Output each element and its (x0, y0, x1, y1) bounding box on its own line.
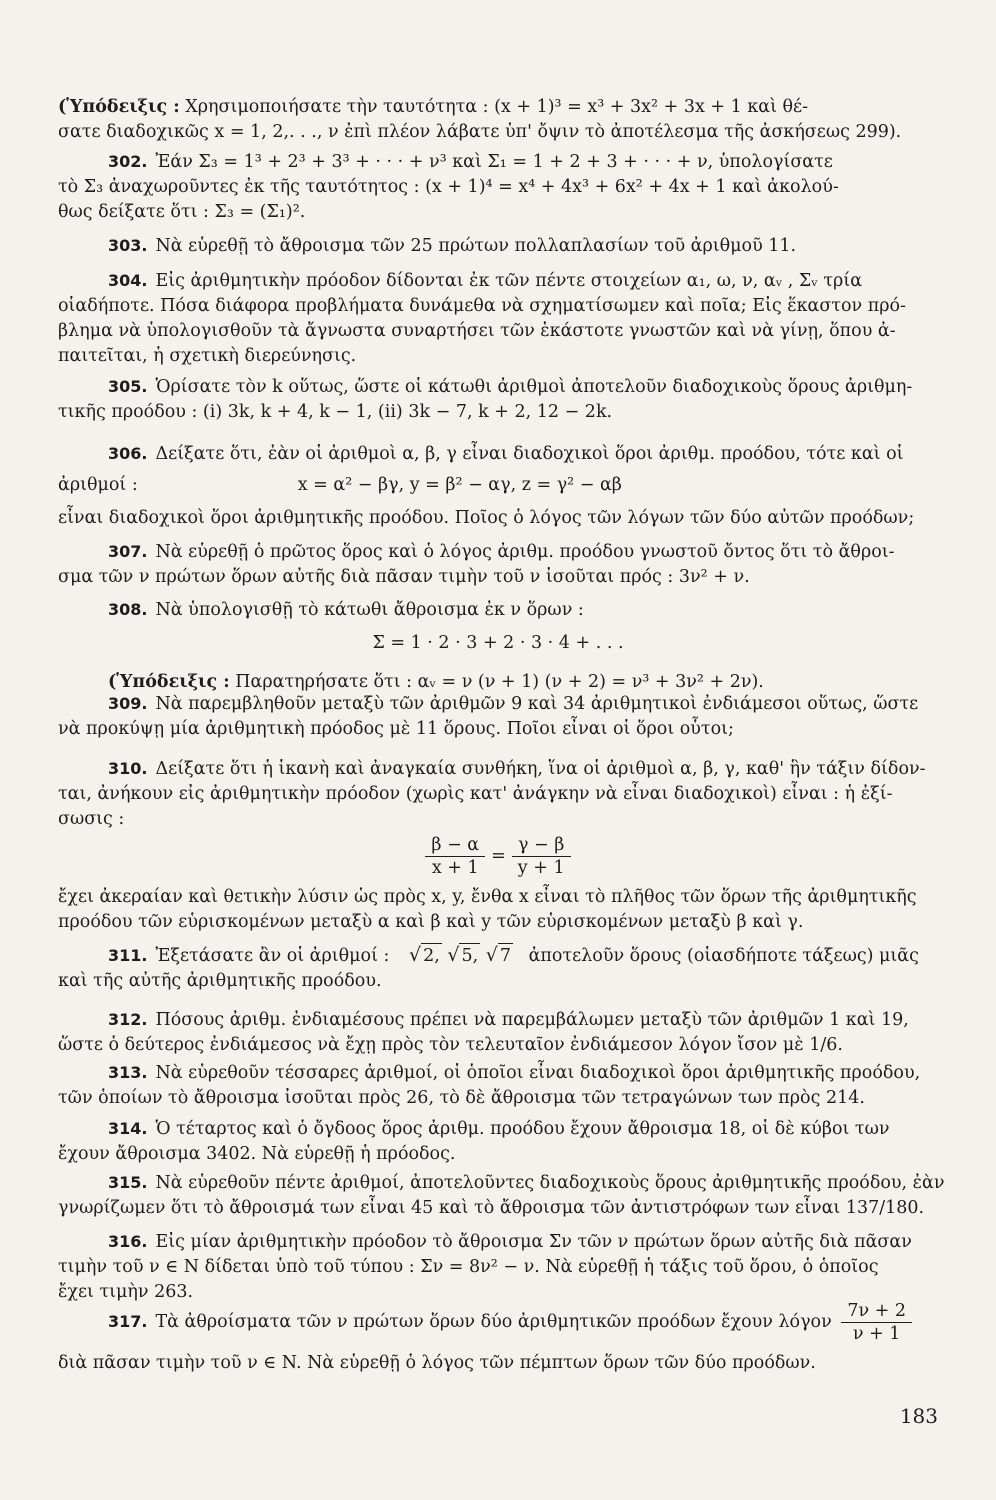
fraction-equation (58, 834, 938, 879)
exercise-text: ἀριθμοί : (58, 475, 138, 495)
exercise-number: 310. (108, 759, 148, 778)
exercise-text: Ὁρίσατε τὸν k οὕτως, ὥστε οἱ κάτωθι ἀριθμοὶ ἀποτελοῦν διαδοχικοὺς ὅρους ἀριθμη- (155, 377, 913, 397)
fraction (425, 834, 485, 879)
exercise-text: Ὁ τέταρτος καὶ ὁ ὄγδοος ὅρος ἀριθμ. προόδου ἔχουν ἄθροισμα 18, οἱ δὲ κύβοι των (155, 1119, 890, 1139)
exercise-text: Δείξατε ὅτι ἡ ἱκανὴ καὶ ἀναγκαία συνθήκη, ἵνα οἱ ἀριθμοὶ α, β, γ, καθ' ἣν τάξιν δίδον- (155, 759, 926, 779)
exercise-text: διὰ πᾶσαν τιμὴν τοῦ ν ∈ N. Νὰ εὑρεθῇ ὁ λόγος τῶν πέμπτων ὅρων τῶν δύο προόδων. (58, 1353, 816, 1373)
hint-299 (58, 95, 938, 145)
fraction (512, 834, 571, 879)
exercise-text: ται, ἀνήκουν εἰς ἀριθμητικὴν πρόοδον (χωρὶς κατ' ἀνάγκην νὰ εἶναι διαδοχικοὶ) εἶναι : ἡ ἐξί- (58, 784, 893, 804)
exercise-number: 302. (108, 152, 148, 171)
exercise-305 (58, 374, 938, 425)
hint-label: (Ὑπόδειξις : (58, 97, 180, 117)
exercise-number: 309. (108, 694, 148, 713)
exercise-316 (58, 1229, 938, 1305)
hint-line: σατε διαδοχικῶς x = 1, 2,. . ., ν ἐπὶ πλέον λάβατε ὑπ' ὄψιν τὸ ἀποτέλεσμα τῆς ἀσκήσεως 299). (58, 122, 902, 142)
exercise-313 (58, 1060, 938, 1111)
exercise-317 (58, 1300, 938, 1376)
square-root: √ 7 (486, 943, 513, 969)
exercise-text: ὥστε ὁ δεύτερος ἐνδιάμεσος νὰ ἔχῃ πρὸς τὸν τελευταῖον ἐνδιάμεσον λόγον ἴσον μὲ 1/6. (58, 1035, 843, 1055)
exercise-308 (58, 597, 938, 695)
square-root: √ 2, (409, 943, 442, 969)
numerator: γ − β (512, 834, 571, 857)
equals-sign: = (491, 846, 506, 866)
exercise-309 (58, 691, 938, 742)
exercise-314 (58, 1116, 938, 1167)
exercise-text: οἱαδήποτε. Πόσα διάφορα προβλήματα δυνάμεθα νὰ σχηματίσωμεν καὶ ποῖα; Εἰς ἕκαστον πρό- (58, 296, 906, 316)
exercise-text: νὰ προκύψῃ μία ἀριθμητικὴ πρόοδος μὲ 11 ὅρους. Ποῖοι εἶναι οἱ ὅροι οὗτοι; (58, 719, 734, 739)
exercise-text: Ἐάν Σ₃ = 1³ + 2³ + 3³ + · · · + ν³ καὶ Σ₁ = 1 + 2 + 3 + · · · + ν, ὑπολογίσατε (155, 152, 833, 172)
exercise-306 (58, 441, 938, 531)
exercise-303 (58, 233, 938, 259)
exercise-text: Ἐξετάσατε ἂν οἱ ἀριθμοί : (155, 946, 390, 966)
exercise-number: 308. (108, 600, 148, 619)
exercise-text: Νὰ εὑρεθοῦν πέντε ἀριθμοί, ἀποτελοῦντες διαδοχικοὺς ὅρους ἀριθμητικῆς προόδου, ἐὰν (155, 1173, 945, 1193)
square-root: √ 5, (447, 943, 480, 969)
denominator: ν + 1 (852, 1324, 901, 1344)
exercise-number: 311. (108, 946, 148, 965)
exercise-text: θως δείξατε ὅτι : Σ₃ = (Σ₁)². (58, 202, 306, 222)
numerator: β − α (425, 834, 485, 857)
exercise-text: ἔχουν ἄθροισμα 3402. Νὰ εὑρεθῇ ἡ πρόοδος. (58, 1144, 456, 1164)
exercise-number: 303. (108, 236, 148, 255)
exercise-number: 314. (108, 1119, 148, 1138)
exercise-number: 304. (108, 271, 148, 290)
exercise-text: σωσις : (58, 809, 125, 829)
exercise-text: γνωρίζωμεν ὅτι τὸ ἄθροισμά των εἶναι 45 καὶ τὸ ἄθροισμα τῶν ἀντιστρόφων των εἶναι 137/180. (58, 1198, 925, 1218)
exercise-number: 306. (108, 444, 148, 463)
fraction (841, 1300, 912, 1345)
exercise-text: Εἰς μίαν ἀριθμητικὴν πρόοδον τὸ ἄθροισμα Σν τῶν ν πρώτων ὅρων αὐτῆς διὰ πᾶσαν (155, 1232, 912, 1252)
page-number: 183 (899, 1404, 938, 1428)
numerator: 7ν + 2 (841, 1300, 912, 1323)
formula: x = α² − βγ, y = β² − αγ, z = γ² − αβ (297, 475, 622, 495)
exercise-text: ἔχει τιμὴν 263. (58, 1282, 194, 1302)
exercise-text: τῶν ὁποίων τὸ ἄθροισμα ἰσοῦται πρὸς 26, τὸ δὲ ἄθροισμα τῶν τετραγώνων των πρὸς 214. (58, 1088, 865, 1108)
denominator: y + 1 (517, 858, 565, 878)
exercise-text: Εἰς ἀριθμητικὴν πρόοδον δίδονται ἐκ τῶν πέντε στοιχείων α₁, ω, ν, αᵥ , Σᵥ τρία (155, 271, 863, 291)
exercise-312 (58, 1007, 938, 1058)
exercise-number: 312. (108, 1010, 148, 1029)
exercise-text: σμα τῶν ν πρώτων ὅρων αὐτῆς διὰ πᾶσαν τιμὴν τοῦ ν ἰσοῦται πρός : 3ν² + ν. (58, 567, 750, 587)
hint-line: Χρησιμοποιήσατε τὴν ταυτότητα : (x + 1)³ = x³ + 3x² + 3x + 1 καὶ θέ- (179, 97, 809, 117)
exercise-310 (58, 756, 938, 935)
exercise-number: 307. (108, 542, 148, 561)
exercise-text: τιμὴν τοῦ ν ∈ N δίδεται ὑπὸ τοῦ τύπου : Σν = 8ν² − ν. Νὰ εὑρεθῇ ἡ τάξις τοῦ ὅρου, ὁ ὁποῖος (58, 1257, 879, 1277)
exercise-text: Νὰ εὑρεθῇ τὸ ἄθροισμα τῶν 25 πρώτων πολλαπλασίων τοῦ ἀριθμοῦ 11. (155, 236, 797, 256)
exercise-text: Δείξατε ὅτι, ἐὰν οἱ ἀριθμοὶ α, β, γ εἶναι διαδοχικοὶ ὅροι ἀριθμ. προόδου, τότε καὶ οἱ (155, 444, 904, 464)
exercise-text: Νὰ εὑρεθῇ ὁ πρῶτος ὅρος καὶ ὁ λόγος ἀριθμ. προόδου γνωστοῦ ὄντος ὅτι τὸ ἄθροι- (155, 542, 895, 562)
formula: Σ = 1 · 2 · 3 + 2 · 3 · 4 + . . . (372, 633, 624, 653)
exercise-304 (58, 268, 938, 369)
denominator: x + 1 (431, 858, 479, 878)
exercise-text: τικῆς προόδου : (i) 3k, k + 4, k − 1, (ii) 3k − 7, k + 2, 12 − 2k. (58, 402, 613, 422)
exercise-text: τὸ Σ₃ ἀναχωροῦντες ἐκ τῆς ταυτότητος : (x + 1)⁴ = x⁴ + 4x³ + 6x² + 4x + 1 καὶ ἀκολού- (58, 177, 839, 197)
hint-label: (Ὑπόδειξις : (108, 672, 230, 692)
exercise-text: ἔχει ἀκεραίαν καὶ θετικὴν λύσιν ὡς πρὸς x, y, ἔνθα x εἶναι τὸ πλῆθος τῶν ὅρων τῆς ἀριθμητικῆς (58, 887, 917, 907)
exercise-text: προόδου τῶν εὑρισκομένων μεταξὺ α καὶ β καὶ y τῶν εὑρισκομένων μεταξὺ β καὶ γ. (58, 912, 804, 932)
exercise-number: 317. (108, 1312, 148, 1331)
exercise-307 (58, 539, 938, 590)
exercise-text: Νὰ παρεμβληθοῦν μεταξὺ τῶν ἀριθμῶν 9 καὶ 34 ἀριθμητικοὶ ἐνδιάμεσοι οὕτως, ὥστε (155, 694, 919, 714)
exercise-number: 305. (108, 377, 148, 396)
exercise-number: 316. (108, 1232, 148, 1251)
exercise-302 (58, 149, 938, 225)
hint-line: Παρατηρήσατε ὅτι : αᵥ = ν (ν + 1) (ν + 2) = ν³ + 3ν² + 2ν). (229, 672, 764, 692)
exercise-number: 315. (108, 1173, 148, 1192)
exercise-text: παιτεῖται, ἡ σχετικὴ διερεύνησις. (58, 346, 357, 366)
exercise-text: ἀποτελοῦν ὅρους (οἱασδήποτε τάξεως) μιᾶς (528, 946, 919, 966)
exercise-text: εἶναι διαδοχικοὶ ὅροι ἀριθμητικῆς προόδου. Ποῖος ὁ λόγος τῶν λόγων τῶν δύο αὐτῶν προόδων; (58, 508, 915, 528)
exercise-text: Νὰ εὑρεθοῦν τέσσαρες ἀριθμοί, οἱ ὁποῖοι εἶναι διαδοχικοὶ ὅροι ἀριθμητικῆς προόδου, (155, 1063, 921, 1083)
exercise-315 (58, 1170, 945, 1221)
exercise-text: καὶ τῆς αὐτῆς ἀριθμητικῆς προόδου. (58, 971, 382, 991)
exercise-text: Πόσους ἀριθμ. ἐνδιαμέσους πρέπει νὰ παρεμβάλωμεν μεταξὺ τῶν ἀριθμῶν 1 καὶ 19, (155, 1010, 909, 1030)
exercise-text: Τὰ ἀθροίσματα τῶν ν πρώτων ὅρων δύο ἀριθμητικῶν προόδων ἔχουν λόγον (155, 1312, 832, 1332)
exercise-311 (58, 943, 938, 994)
exercise-number: 313. (108, 1063, 148, 1082)
exercise-text: Νὰ ὑπολογισθῇ τὸ κάτωθι ἄθροισμα ἐκ ν ὅρων : (155, 600, 584, 620)
exercise-text: βλημα νὰ ὑπολογισθοῦν τὰ ἄγνωστα συναρτήσει τῶν ἑκάστοτε γνωστῶν καὶ νὰ γίνῃ, ὅπου ἀ- (58, 321, 896, 341)
